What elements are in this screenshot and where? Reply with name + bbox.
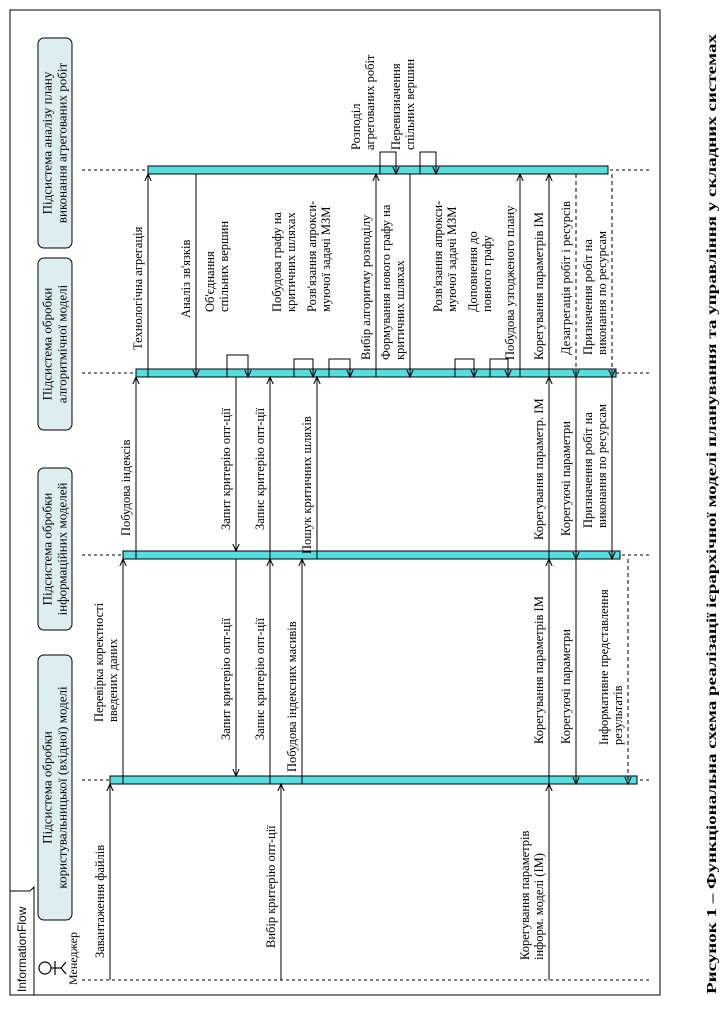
message-label-12: Запис критерію опт-ції xyxy=(253,617,267,740)
message-label-15: Пошук критичних шляхів xyxy=(300,416,314,554)
message-label-17: Розв'язання апрокси-муючої задачі МЗМ xyxy=(305,200,333,312)
message-label-28: Корегуючі параметри xyxy=(559,421,573,536)
message-label-31: Призначення робіт навиконання по ресурсам xyxy=(581,231,609,355)
message-label-30: Призначення робіт навиконання по ресурсам xyxy=(581,404,609,528)
message-label-2: Перевірка коректностівведених даних xyxy=(92,602,120,722)
message-label-9: Вибір критерію опт-ції xyxy=(264,825,278,948)
lane-header-3 xyxy=(38,258,72,430)
message-label-3: Побудова індексів xyxy=(119,439,133,536)
figure-caption: Рисунок 1 – Функціональна схема реалізації ієрархічної моделі планування та управління у складних системах xyxy=(704,313,719,994)
message-label-1: Завантаження файлів xyxy=(93,844,107,958)
message-label-10: Запит критерію опт-ції xyxy=(219,617,233,740)
message-label-19: Формування нового графу накритичних шляхах xyxy=(379,204,407,360)
activation-bar-info-models xyxy=(123,551,620,559)
frame-label: InformationFlow xyxy=(15,906,29,992)
actor-icon xyxy=(39,961,66,975)
message-label-24: Корегування параметрів ІМ xyxy=(532,596,546,744)
message-label-6: Об'єднанняспільних вершин xyxy=(203,220,231,312)
lane-title: Підсистема обробкиінформаційних моделей xyxy=(39,482,70,616)
lane-title: Підсистема обробкиалгоритмічної моделі xyxy=(39,284,70,404)
message-label-13: Запис критерію опт-ції xyxy=(253,407,267,530)
message-label-5: Аналіз зв'язків xyxy=(179,239,193,318)
message-label-27: Корегуючі параметри xyxy=(559,629,573,744)
message-label-7: Розподілагрегованих робіт xyxy=(349,54,377,150)
message-label-14: Побудова індексних масивів xyxy=(285,621,299,772)
message-label-8: Перевизначенняспільних вершин xyxy=(389,58,417,150)
message-label-26: Корегування параметрів ІМ xyxy=(532,212,546,360)
message-label-25: Корегування параметр. ІМ xyxy=(532,398,546,540)
message-label-32: Інформативне представленнярезультатів xyxy=(597,589,625,745)
message-label-18: Вибір алгоритму розподілу xyxy=(359,214,373,360)
message-label-21: Доповнення доповного графу xyxy=(466,231,494,312)
lane-header-2 xyxy=(38,468,72,630)
message-label-20: Розв'язання апрокси-муючої задачі МЗМ xyxy=(431,200,459,312)
message-label-16: Побудова графу накритичних шляхах xyxy=(270,212,298,312)
activation-bar-user-model xyxy=(110,776,637,784)
activation-bar-aggregated-analysis xyxy=(148,166,608,174)
actor-name: Менеджер xyxy=(66,932,80,985)
lane-header-1 xyxy=(38,655,72,920)
message-label-22: Побудова узгодженого плану xyxy=(503,205,517,360)
lane-title: Підсистема обробкикористувальницької (вхідної) моделі xyxy=(39,686,70,889)
message-label-23: Корегування параметрівінформ. моделі (ІМ) xyxy=(518,830,546,960)
message-label-4: Технологічна агрегація xyxy=(131,226,145,350)
lane-header-4 xyxy=(38,38,72,248)
message-label-29: Дезагрегація робіт і ресурсів xyxy=(559,201,573,355)
message-label-11: Запит критерію опт-ції xyxy=(219,407,233,530)
lane-title: Підсистема аналізу планувиконання агрегованих робіт xyxy=(39,62,70,224)
